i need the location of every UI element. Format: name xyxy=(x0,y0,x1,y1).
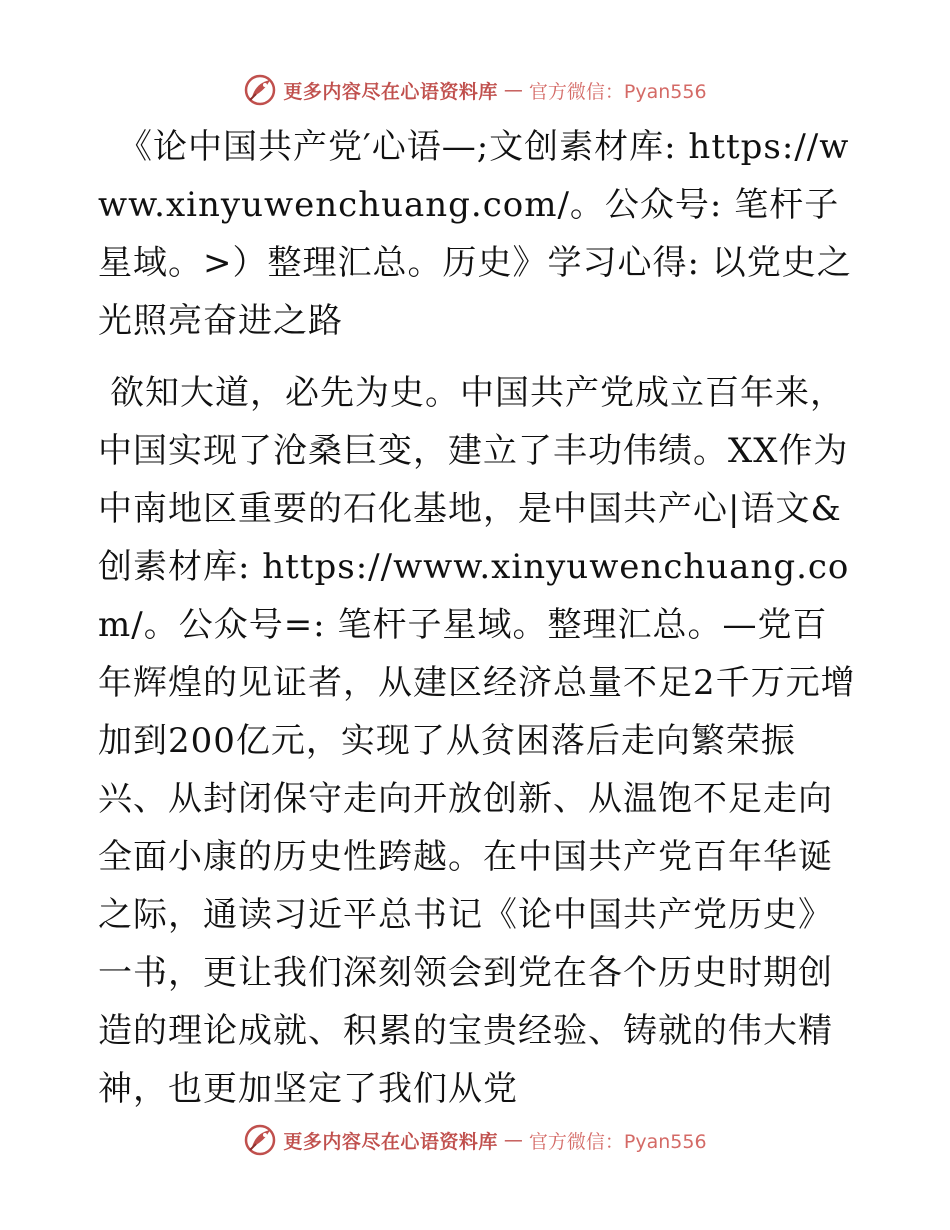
quill-logo-icon xyxy=(243,1123,277,1157)
document-content xyxy=(98,118,858,1118)
footer-ad-banner[interactable] xyxy=(0,1120,950,1160)
header-wechat-text: 官方微信：Pyan556 xyxy=(528,80,707,103)
document-title: 《论中国共产党′心语—;文创素材库: https://www.xinyuwenchuang.com/。公众号: 笔杆子星域。>）整理汇总。历史》学习心得: 以党史之光照亮奋进之路 xyxy=(98,127,852,341)
header-promo-text: 更多内容尽在心语资料库 xyxy=(283,80,498,103)
footer-separator: — xyxy=(503,1129,523,1151)
footer-wechat-text: 官方微信：Pyan556 xyxy=(528,1130,707,1153)
footer-promo-text: 更多内容尽在心语资料库 xyxy=(283,1130,498,1153)
document-body-paragraph: 欲知大道，必先为史。中国共产党成立百年来，中国实现了沧桑巨变，建立了丰功伟绩。XX作为中南地区重要的石化基地，是中国共产心|语文&创素材库: https://www.xinyuwenchuang.com/。公众号=: 笔杆子星域。整理汇总。—党百年辉煌的见证者，从建区经济总量不足2千万元增加到200亿元，实现了从贫困落后走向繁荣振兴、从封闭保守走向开放创新、从温饱不足走向全面小康的历史性跨越。在中国共产党百年华诞之际，通读习近平总书记《论中国共产党历史》一书，更让我们深刻领会到党在各个历史时期创造的理论成就、积累的宝贵经验、铸就的伟大精神，也更加坚定了我们从党 xyxy=(98,373,856,1109)
header-separator: — xyxy=(503,79,523,101)
header-ad-banner[interactable] xyxy=(0,70,950,110)
quill-logo-icon xyxy=(243,73,277,107)
